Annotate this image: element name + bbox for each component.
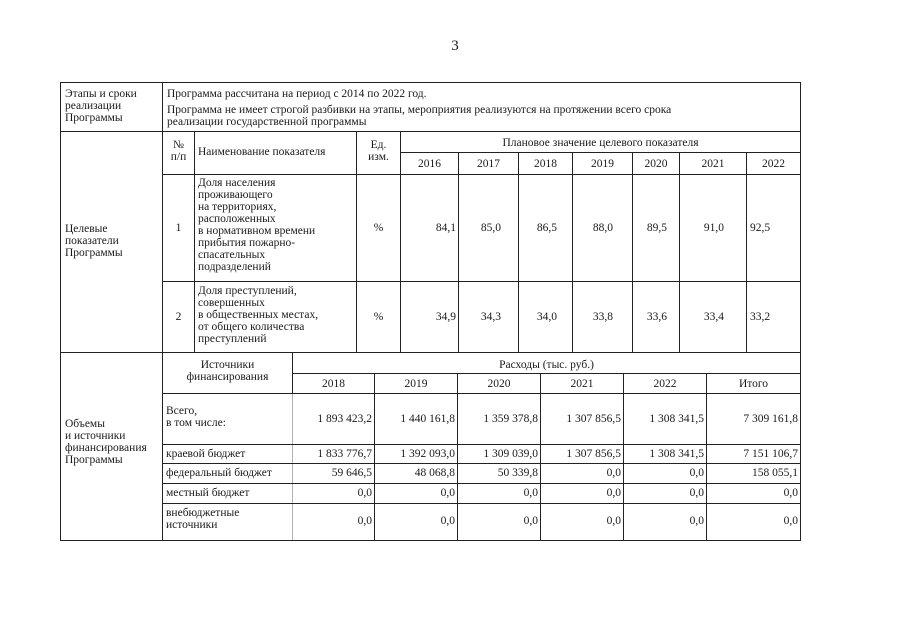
value-2022: 33,2 [750,311,771,323]
amount-2020: 0,0 [523,515,538,527]
indicator-unit: % [373,222,384,234]
row-number: 2 [175,311,182,323]
funding-year-2022: 2022 [653,378,677,390]
stages-description-text: Программа не имеет строгой разбивки на этапы, мероприятия реализуются на протяжении всего срока реализации государственной программы [167,104,672,128]
col-header-planned-value: Плановое значение целевого показателя [502,137,699,149]
targets-label: Целевые показатели Программы [65,223,123,259]
page-number: 3 [451,38,459,54]
funding-total-header: Итого [738,378,769,390]
value-2017: 34,3 [480,311,501,323]
amount-2022: 0,0 [689,467,704,479]
amount-2021: 0,0 [606,487,621,499]
year-header-2022: 2022 [762,158,785,170]
row-number: 1 [175,222,182,234]
indicator-name: Доля преступлений, совершенных в общественных местах, от общего количества преступлений [198,285,319,345]
value-2019: 88,0 [592,222,613,234]
year-header-2018: 2018 [534,158,557,170]
amount-2020: 50 339,8 [497,467,538,479]
amount-2021: 0,0 [606,467,621,479]
value-2016: 34,9 [435,311,456,323]
amount-2019: 1 440 161,8 [400,413,455,425]
amount-total: 7 151 106,7 [743,448,798,460]
amount-total: 0,0 [783,487,798,499]
funding-year-2019: 2019 [404,378,428,390]
amount-2021: 1 307 856,5 [566,448,621,460]
col-header-unit: Ед. изм. [368,139,389,163]
value-2021: 33,4 [703,311,724,323]
amount-2022: 1 308 341,5 [649,413,704,425]
amount-total: 158 055,1 [752,467,798,479]
year-header-2021: 2021 [701,158,725,170]
value-2018: 86,5 [536,222,557,234]
amount-total: 0,0 [783,515,798,527]
value-2017: 85,0 [480,222,501,234]
amount-2018: 0,0 [357,515,372,527]
year-header-2017: 2017 [477,158,500,170]
funding-year-2018: 2018 [322,378,345,390]
amount-total: 7 309 161,8 [743,413,798,425]
funding-source: краевой бюджет [166,448,246,460]
amount-2018: 0,0 [357,487,372,499]
amount-2018: 1 833 776,7 [317,448,372,460]
funding-source: местный бюджет [166,487,250,499]
value-2022: 92,5 [750,222,771,234]
amount-2020: 1 359 378,8 [483,413,538,425]
value-2020: 89,5 [646,222,667,234]
amount-2021: 1 307 856,5 [566,413,621,425]
amount-2019: 1 392 093,0 [400,448,455,460]
amount-2018: 59 646,5 [331,467,372,479]
value-2021: 91,0 [703,222,724,234]
value-2018: 34,0 [536,311,557,323]
funding-label: Объемы и источники финансирования Программы [65,418,147,466]
col-header-indicator-name: Наименование показателя [198,146,326,158]
col-header-expenses: Расходы (тыс. руб.) [499,359,594,371]
stages-label: Этапы и сроки реализации Программы [65,88,137,124]
year-header-2016: 2016 [418,158,441,170]
amount-2020: 0,0 [523,487,538,499]
col-header-funding-source: Источники финансирования [186,359,269,383]
col-header-number: № п/п [170,139,187,163]
amount-2018: 1 893 423,2 [317,413,372,425]
amount-2022: 1 308 341,5 [649,448,704,460]
amount-2020: 1 309 039,0 [483,448,538,460]
value-2016: 84,1 [435,222,456,234]
indicator-unit: % [373,311,384,323]
funding-year-2021: 2021 [570,378,594,390]
amount-2022: 0,0 [689,487,704,499]
indicator-name: Доля населения проживающего на территориях, расположенных в нормативном времени прибытия пожарно- спасательных подразделений [198,177,316,273]
value-2019: 33,8 [592,311,613,323]
year-header-2019: 2019 [591,158,614,170]
amount-2019: 0,0 [440,515,455,527]
amount-2022: 0,0 [689,515,704,527]
stages-period-text: Программа рассчитана на период с 2014 по 2022 год. [167,88,427,100]
amount-2021: 0,0 [606,515,621,527]
funding-year-2020: 2020 [487,378,511,390]
funding-source: внебюджетные источники [166,507,240,531]
amount-2019: 0,0 [440,487,455,499]
funding-source: Всего, в том числе: [166,405,226,429]
amount-2019: 48 068,8 [414,467,455,479]
value-2020: 33,6 [646,311,667,323]
year-header-2020: 2020 [644,158,668,170]
funding-source: федеральный бюджет [166,467,272,479]
